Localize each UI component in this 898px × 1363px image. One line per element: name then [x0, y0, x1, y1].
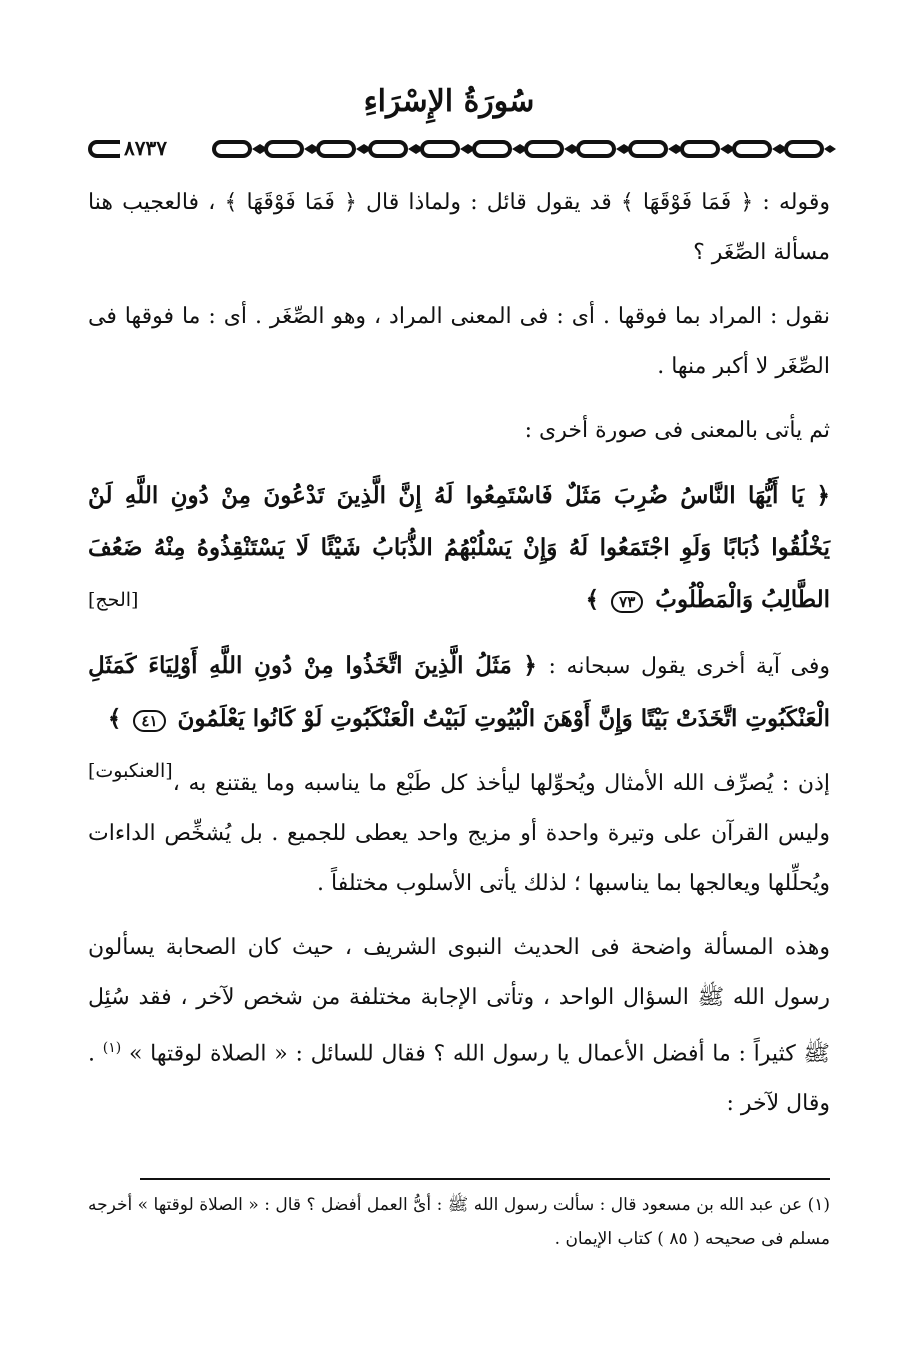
quran-verse-hajj: [88, 470, 830, 626]
verse-close-bracket: ﴾: [107, 705, 122, 732]
ayah-number: ٧٣: [611, 591, 643, 613]
footnote: (١) عن عبد الله بن مسعود قال : سألت رسول الله ﷺ : أىُّ العمل أفضل ؟ قال : « الصلاة لوقتها » أخرجه مسلم فى صحيحه ( ٨٥ ) كتاب الإيمان .: [88, 1195, 830, 1249]
verse-intro: وفى آية أخرى يقول سبحانه :: [548, 654, 831, 679]
verse-text: ﴿ مَثَلُ الَّذِينَ اتَّخَذُوا مِنْ دُونِ اللَّهِ أَوْلِيَاءَ كَمَثَلِ الْعَنْكَبُوتِ اتَّخَذَتْ بَيْتًا وَإِنَّ أَوْهَنَ الْبُيُوتِ لَبَيْتُ الْعَنْكَبُوتِ لَوْ كَانُوا يَعْلَمُونَ: [88, 652, 830, 732]
main-text: [88, 178, 830, 1143]
paragraph-1: وقوله : ﴿ فَمَا فَوْقَهَا ﴾ قد يقول قائل : ولماذا قال ﴿ فَمَا فَوْقَهَا ﴾ ، فالعجيب هنا مسألة الصِّغَر ؟: [88, 190, 830, 265]
surah-reference: [العنكبوت]: [88, 760, 173, 782]
footnote-reference: (١): [102, 1040, 122, 1056]
paragraph-4: إذن : يُصرِّف الله الأمثال ويُحوِّلها ليأخذ كل طَبْع ما يناسبه وما يقتنع به ، وليس القرآن على وتيرة واحدة أو مزيج واحد يعطى للجميع . بل يُشخِّص الداءات ويُحلِّلها ويعالجها بما يناسبها ؛ لذلك يأتى الأسلوب مختلفاً .: [88, 771, 830, 896]
paragraph-3: ثم يأتى بالمعنى فى صورة أخرى :: [524, 418, 830, 443]
paragraph-2: نقول : المراد بما فوقها . أى : فى المعنى المراد ، وهو الصِّغَر . أى : ما فوقها فى الصِّغَر لا أكبر منها .: [88, 304, 830, 379]
paragraph-5: [88, 923, 830, 1129]
page-number: ٨٧٣٧: [120, 134, 171, 162]
paragraph-5-text: وهذه المسألة واضحة فى الحديث النبوى الشريف ، حيث كان الصحابة يسألون رسول الله ﷺ السؤال الواحد ، وتأتى الإجابة مختلفة من شخص لآخر ، فقد سُئِل ﷺ كثيراً : ما أفضل الأعمال يا رسول الله ؟ فقال للسائل : « الصلاة لوقتها »: [88, 935, 830, 1067]
quran-verse-ankabut: [88, 640, 831, 782]
verse-close-bracket: ﴾: [585, 586, 600, 613]
verse-text: ﴿ يَا أَيُّهَا النَّاسُ ضُرِبَ مَثَلٌ فَاسْتَمِعُوا لَهُ إِنَّ الَّذِينَ تَدْعُونَ مِنْ دُونِ اللَّهِ لَنْ يَخْلُقُوا ذُبَابًا وَلَوِ اجْتَمَعُوا لَهُ وَإِنْ يَسْلُبْهُمُ الذُّبَابُ شَيْئًا لَا يَسْتَنْقِذُوهُ مِنْهُ ضَعُفَ الطَّالِبُ وَالْمَطْلُوبُ: [88, 482, 830, 613]
ayah-number: ٤١: [133, 710, 165, 732]
surah-reference: [الحج]: [88, 589, 139, 611]
surah-title: سُورَةُ الإِسْرَاءِ: [363, 84, 535, 119]
paragraph-5-end: . وقال لآخر :: [88, 1041, 830, 1117]
ornament-rule: [80, 137, 840, 161]
footnote-divider: [140, 1178, 830, 1180]
